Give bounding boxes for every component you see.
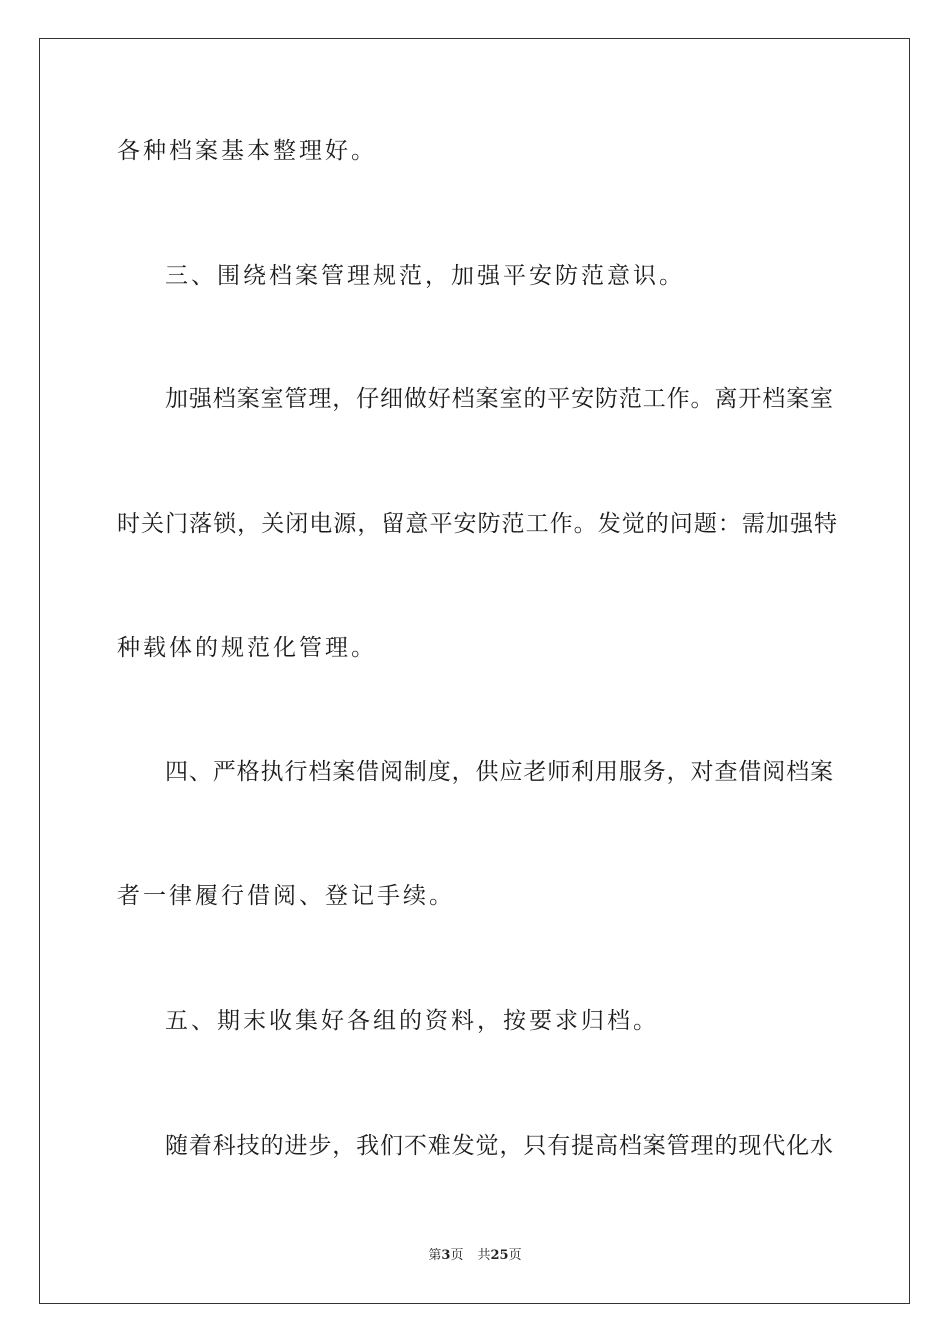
page-border — [39, 38, 910, 1304]
total-prefix: 共 — [477, 1248, 491, 1263]
total-pages: 25 — [490, 1248, 509, 1263]
paragraph-line-1: 各种档案基本整理好。 — [117, 138, 377, 164]
section-heading-3: 三、围绕档案管理规范，加强平安防范意识。 — [165, 263, 685, 289]
paragraph-line-5: 种载体的规范化管理。 — [117, 635, 377, 661]
section-heading-4-line-1: 四、严格执行档案借阅制度，供应老师利用服务，对查借阅档案 — [165, 759, 833, 785]
page-prefix: 第 — [428, 1248, 442, 1263]
page-number: 3 — [441, 1248, 451, 1263]
section-heading-4-line-2: 者一律履行借阅、登记手续。 — [117, 883, 455, 909]
page-footer — [0, 1247, 950, 1265]
paragraph-line-9: 随着科技的进步，我们不难发觉，只有提高档案管理的现代化水 — [165, 1133, 833, 1159]
paragraph-line-3: 加强档案室管理，仔细做好档案室的平安防范工作。离开档案室 — [165, 386, 833, 412]
paragraph-line-4: 时关门落锁，关闭电源，留意平安防范工作。发觉的问题：需加强特 — [117, 511, 837, 537]
section-heading-5: 五、期末收集好各组的资料，按要求归档。 — [165, 1008, 659, 1034]
page-suffix: 页 — [450, 1248, 464, 1263]
total-suffix: 页 — [508, 1248, 522, 1263]
